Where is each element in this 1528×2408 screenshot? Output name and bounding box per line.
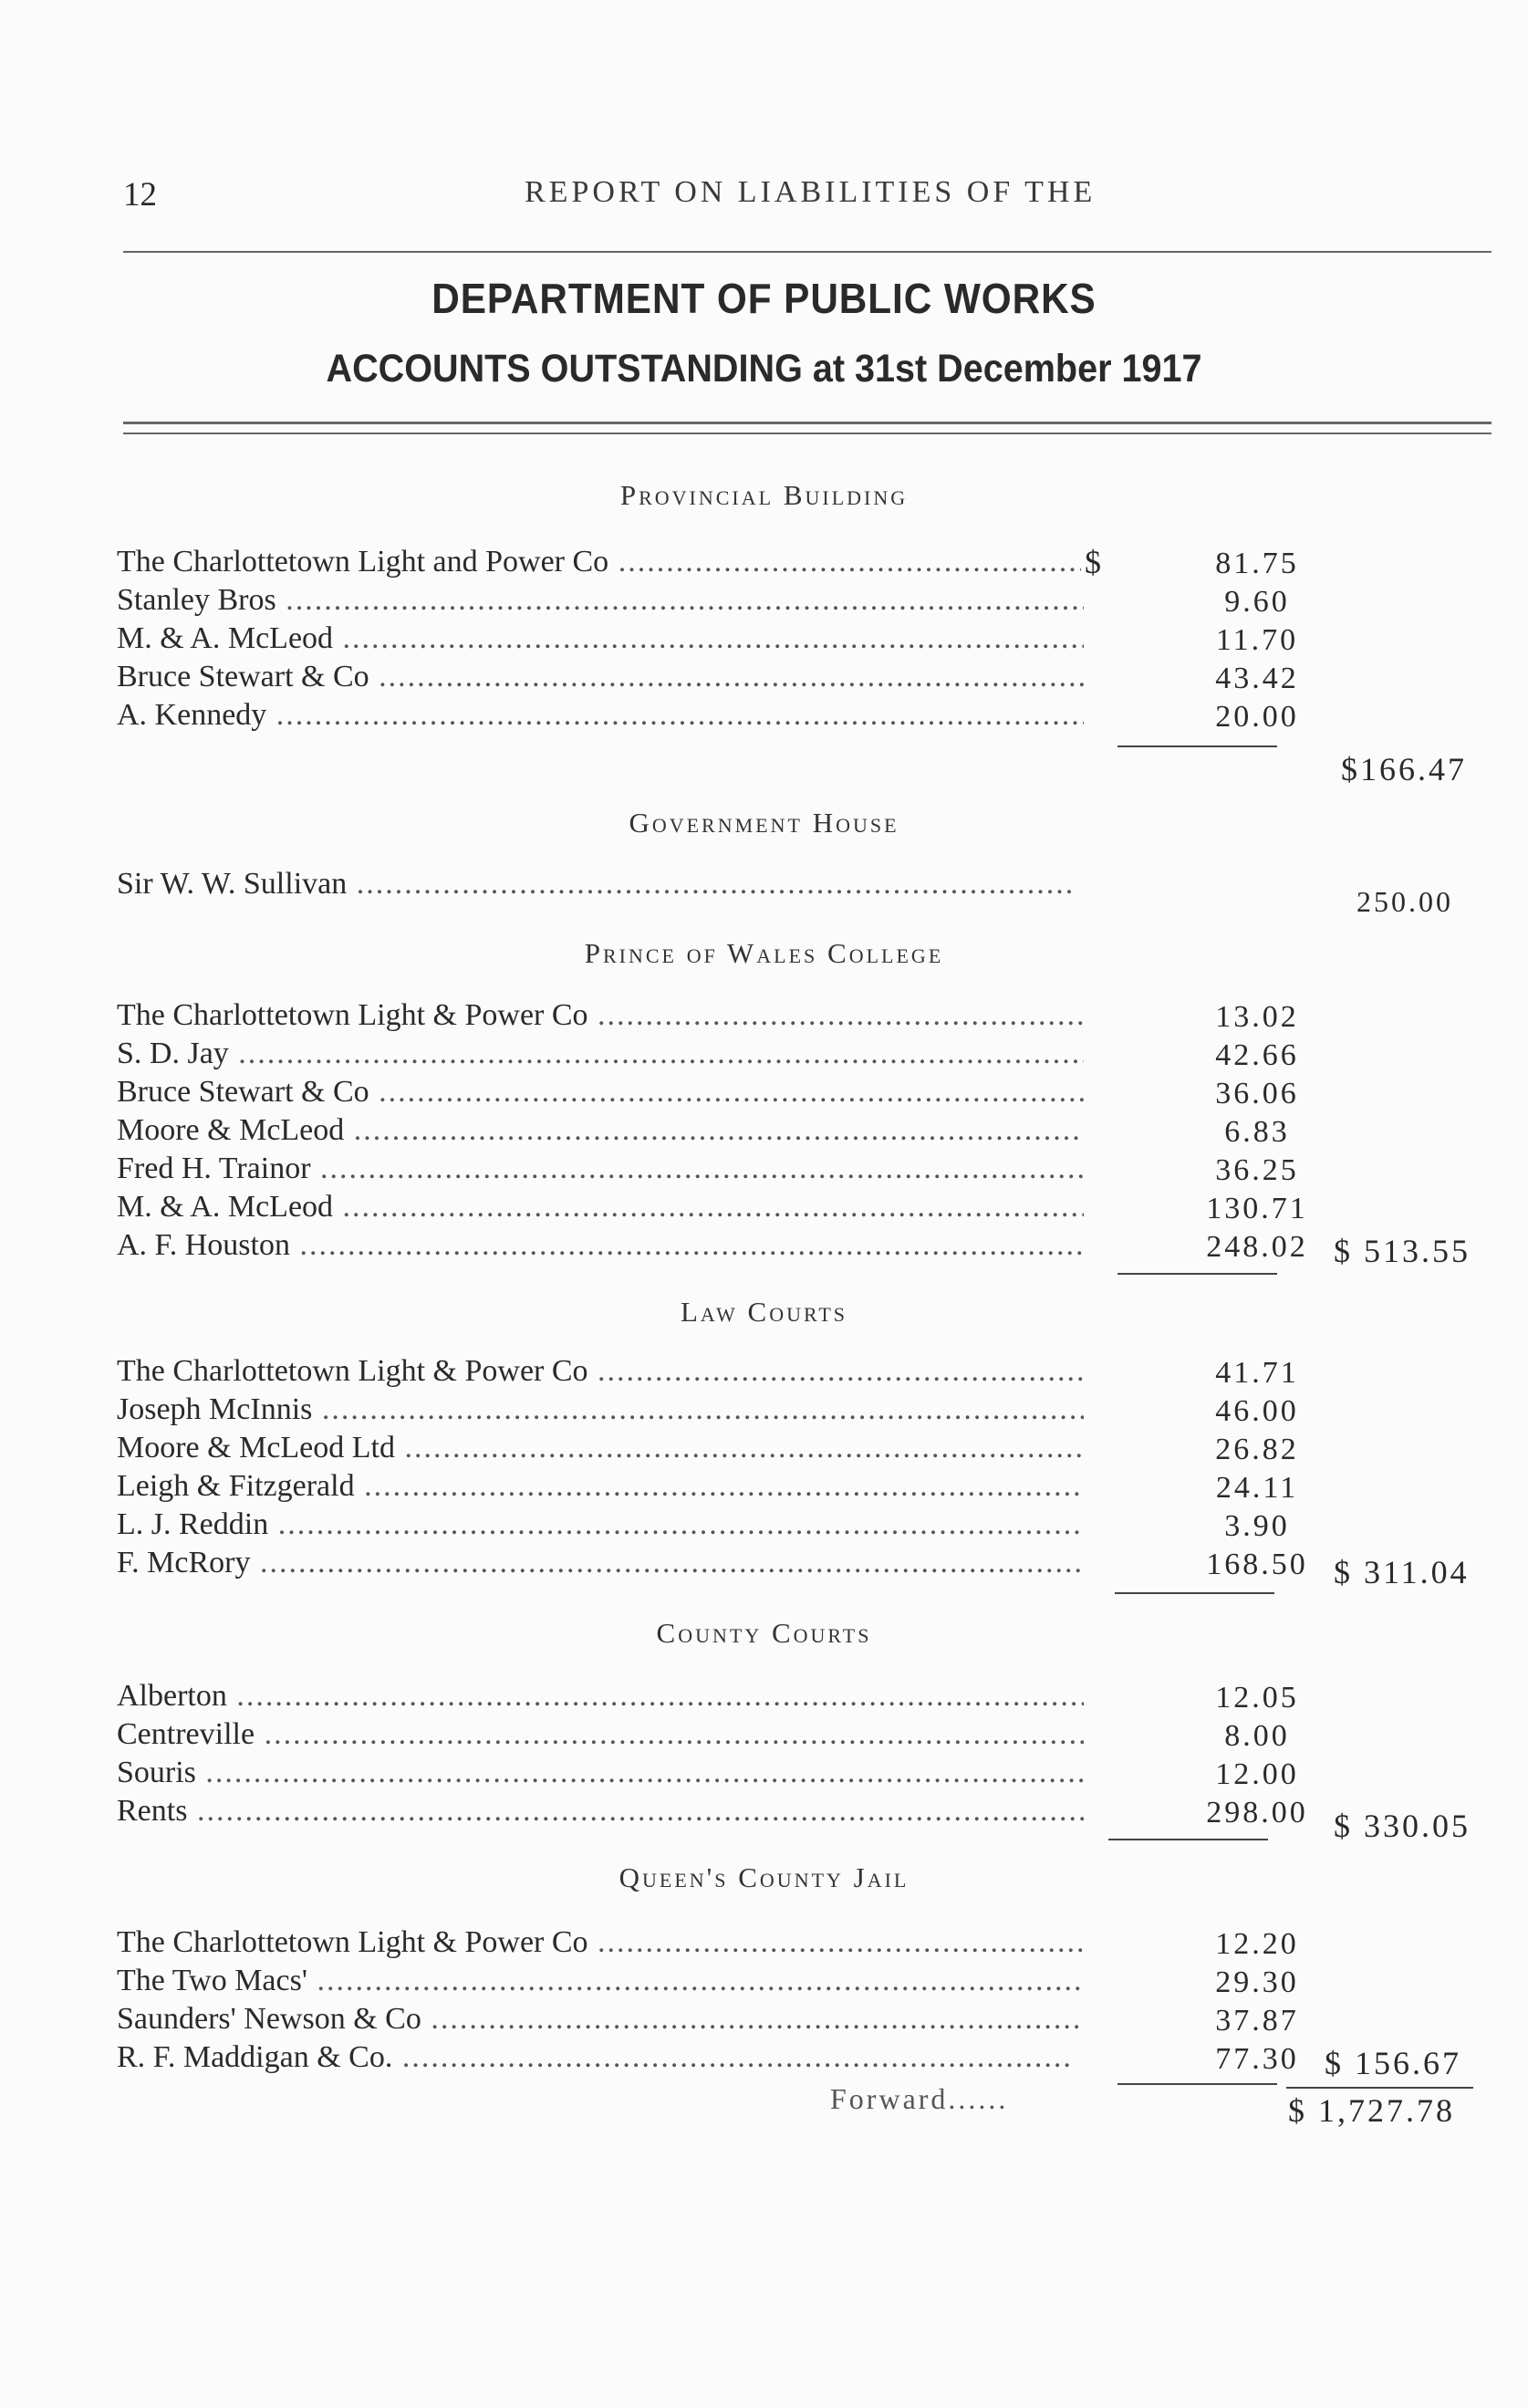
row-name: Joseph McInnis ..... [117, 1392, 1084, 1427]
row-name: The Charlottetown Light and Power Co ..... [117, 545, 1084, 579]
row-amount: 12.00 [1134, 1757, 1371, 1792]
table-row [117, 1152, 1299, 1190]
table-row [117, 621, 1299, 660]
total-rule [1286, 2087, 1473, 2089]
row-name: A. F. Houston ..... [117, 1228, 1084, 1263]
forward-total: $ 1,727.78 [1288, 2092, 1455, 2129]
subtotal-rule [1117, 2083, 1277, 2085]
table-row [117, 998, 1299, 1037]
row-name: The Charlottetown Light & Power Co ..... [117, 1925, 1084, 1960]
page-subtitle: ACCOUNTS OUTSTANDING at 31st December 1917 [326, 347, 1202, 391]
title-divider-bottom [123, 433, 1492, 434]
subtotal-rule [1117, 745, 1277, 747]
row-amount: 168.50 [1134, 1548, 1371, 1582]
section-total: $ 311.04 [1334, 1554, 1470, 1590]
table-row [117, 1756, 1299, 1794]
page-title: DEPARTMENT OF PUBLIC WORKS [431, 275, 1097, 322]
table-row [117, 2040, 1299, 2079]
row-amount: 8.00 [1134, 1719, 1371, 1754]
row-name: R. F. Maddigan & Co. ..... [117, 2040, 1075, 2075]
running-title: REPORT ON LIABILITIES OF THE [525, 175, 1097, 209]
section-heading-law-courts: Law Courts [680, 1296, 848, 1328]
section-total: 250.00 [1356, 885, 1453, 918]
section-total: $ 513.55 [1334, 1233, 1471, 1269]
row-amount: 248.02 [1134, 1230, 1371, 1265]
row-amount: 26.82 [1134, 1433, 1371, 1467]
row-name: Fred H. Trainor ..... [117, 1152, 1084, 1186]
row-name: The Charlottetown Light & Power Co ..... [117, 998, 1084, 1033]
row-amount: 46.00 [1134, 1394, 1371, 1429]
row-amount: 12.05 [1134, 1681, 1371, 1715]
table-row [117, 1469, 1299, 1507]
row-amount: 43.42 [1134, 662, 1371, 696]
section-heading-queens-county-jail: Queen's County Jail [618, 1861, 910, 1893]
row-name: L. J. Reddin ..... [117, 1507, 1084, 1542]
row-name: Souris ..... [117, 1756, 1084, 1790]
table-row [117, 1037, 1299, 1075]
table-row [117, 1546, 1308, 1584]
row-amount: 41.71 [1134, 1356, 1371, 1391]
table-row [117, 583, 1290, 621]
row-name: M. & A. McLeod ..... [117, 1190, 1084, 1225]
table-row [117, 1075, 1299, 1113]
subtotal-rule [1117, 1273, 1277, 1275]
row-name: S. D. Jay ..... [117, 1037, 1084, 1071]
row-amount: 13.02 [1134, 1000, 1371, 1035]
section-heading-provincial-building: Provincial Building [619, 479, 909, 511]
row-name: M. & A. McLeod ..... [117, 621, 1084, 656]
row-amount: 6.83 [1134, 1115, 1371, 1150]
row-amount: 20.00 [1134, 700, 1371, 735]
table-row [117, 660, 1299, 698]
table-row [117, 2002, 1299, 2040]
row-name: Centreville ..... [117, 1717, 1084, 1752]
row-name: Saunders' Newson & Co ..... [117, 2002, 1084, 2037]
row-name: Rents ..... [117, 1794, 1084, 1829]
row-name: Sir W. W. Sullivan ..... [117, 867, 1075, 902]
table-row [117, 698, 1299, 736]
row-amount: 36.06 [1134, 1077, 1371, 1111]
row-amount: 130.71 [1134, 1192, 1371, 1226]
row-name: Alberton ..... [117, 1679, 1084, 1714]
header-divider [123, 251, 1492, 253]
row-amount: 36.25 [1134, 1153, 1371, 1188]
table-row [117, 1679, 1299, 1717]
row-amount: 81.75 [1134, 547, 1371, 581]
table-row [117, 1431, 1299, 1469]
row-amount: 11.70 [1134, 623, 1371, 658]
row-name: A. Kennedy ..... [117, 698, 1084, 733]
table-row [117, 1717, 1290, 1756]
row-amount: 42.66 [1134, 1038, 1371, 1073]
row-name: Moore & McLeod Ltd ..... [117, 1431, 1084, 1465]
row-name: Moore & McLeod ..... [117, 1113, 1084, 1148]
row-amount: 24.11 [1134, 1471, 1371, 1506]
row-amount: 29.30 [1134, 1965, 1371, 2000]
section-total: $ 156.67 [1325, 2045, 1461, 2081]
page-number: 12 [123, 176, 157, 214]
table-row [117, 1228, 1308, 1267]
row-name: The Charlottetown Light & Power Co ..... [117, 1354, 1084, 1389]
forward-label: Forward...... [830, 2082, 1009, 2115]
section-heading-county-courts: County Courts [656, 1617, 872, 1649]
table-row [117, 1507, 1290, 1546]
table-row [117, 545, 1299, 583]
table-row [117, 1190, 1308, 1228]
inline-dollar-sign: $ [1081, 543, 1105, 581]
subtotal-rule [1115, 1592, 1274, 1594]
title-divider-top [123, 422, 1492, 424]
row-amount: 77.30 [1134, 2042, 1371, 2077]
row-amount: 12.20 [1134, 1927, 1371, 1962]
row-amount: 9.60 [1134, 585, 1371, 620]
row-amount: 3.90 [1134, 1509, 1371, 1544]
table-row [117, 1794, 1308, 1832]
table-row [117, 867, 1075, 905]
section-heading-prince-of-wales-college: Prince of Wales College [584, 937, 944, 969]
row-name: Bruce Stewart & Co ..... [117, 660, 1084, 694]
subtotal-rule [1108, 1839, 1268, 1840]
section-heading-government-house: Government House [629, 807, 899, 839]
row-name: Bruce Stewart & Co ..... [117, 1075, 1084, 1110]
section-total: $ 330.05 [1334, 1808, 1471, 1844]
row-name: Stanley Bros ..... [117, 583, 1084, 618]
row-name: Leigh & Fitzgerald ..... [117, 1469, 1084, 1504]
table-row [117, 1964, 1299, 2002]
row-name: The Two Macs' ..... [117, 1964, 1084, 1998]
table-row [117, 1392, 1299, 1431]
table-row [117, 1925, 1299, 1964]
table-row [117, 1354, 1299, 1392]
row-amount: 37.87 [1134, 2004, 1371, 2038]
row-amount: 298.00 [1134, 1796, 1371, 1830]
row-name: F. McRory ..... [117, 1546, 1084, 1580]
table-row [117, 1113, 1290, 1152]
section-total: $166.47 [1341, 751, 1467, 787]
